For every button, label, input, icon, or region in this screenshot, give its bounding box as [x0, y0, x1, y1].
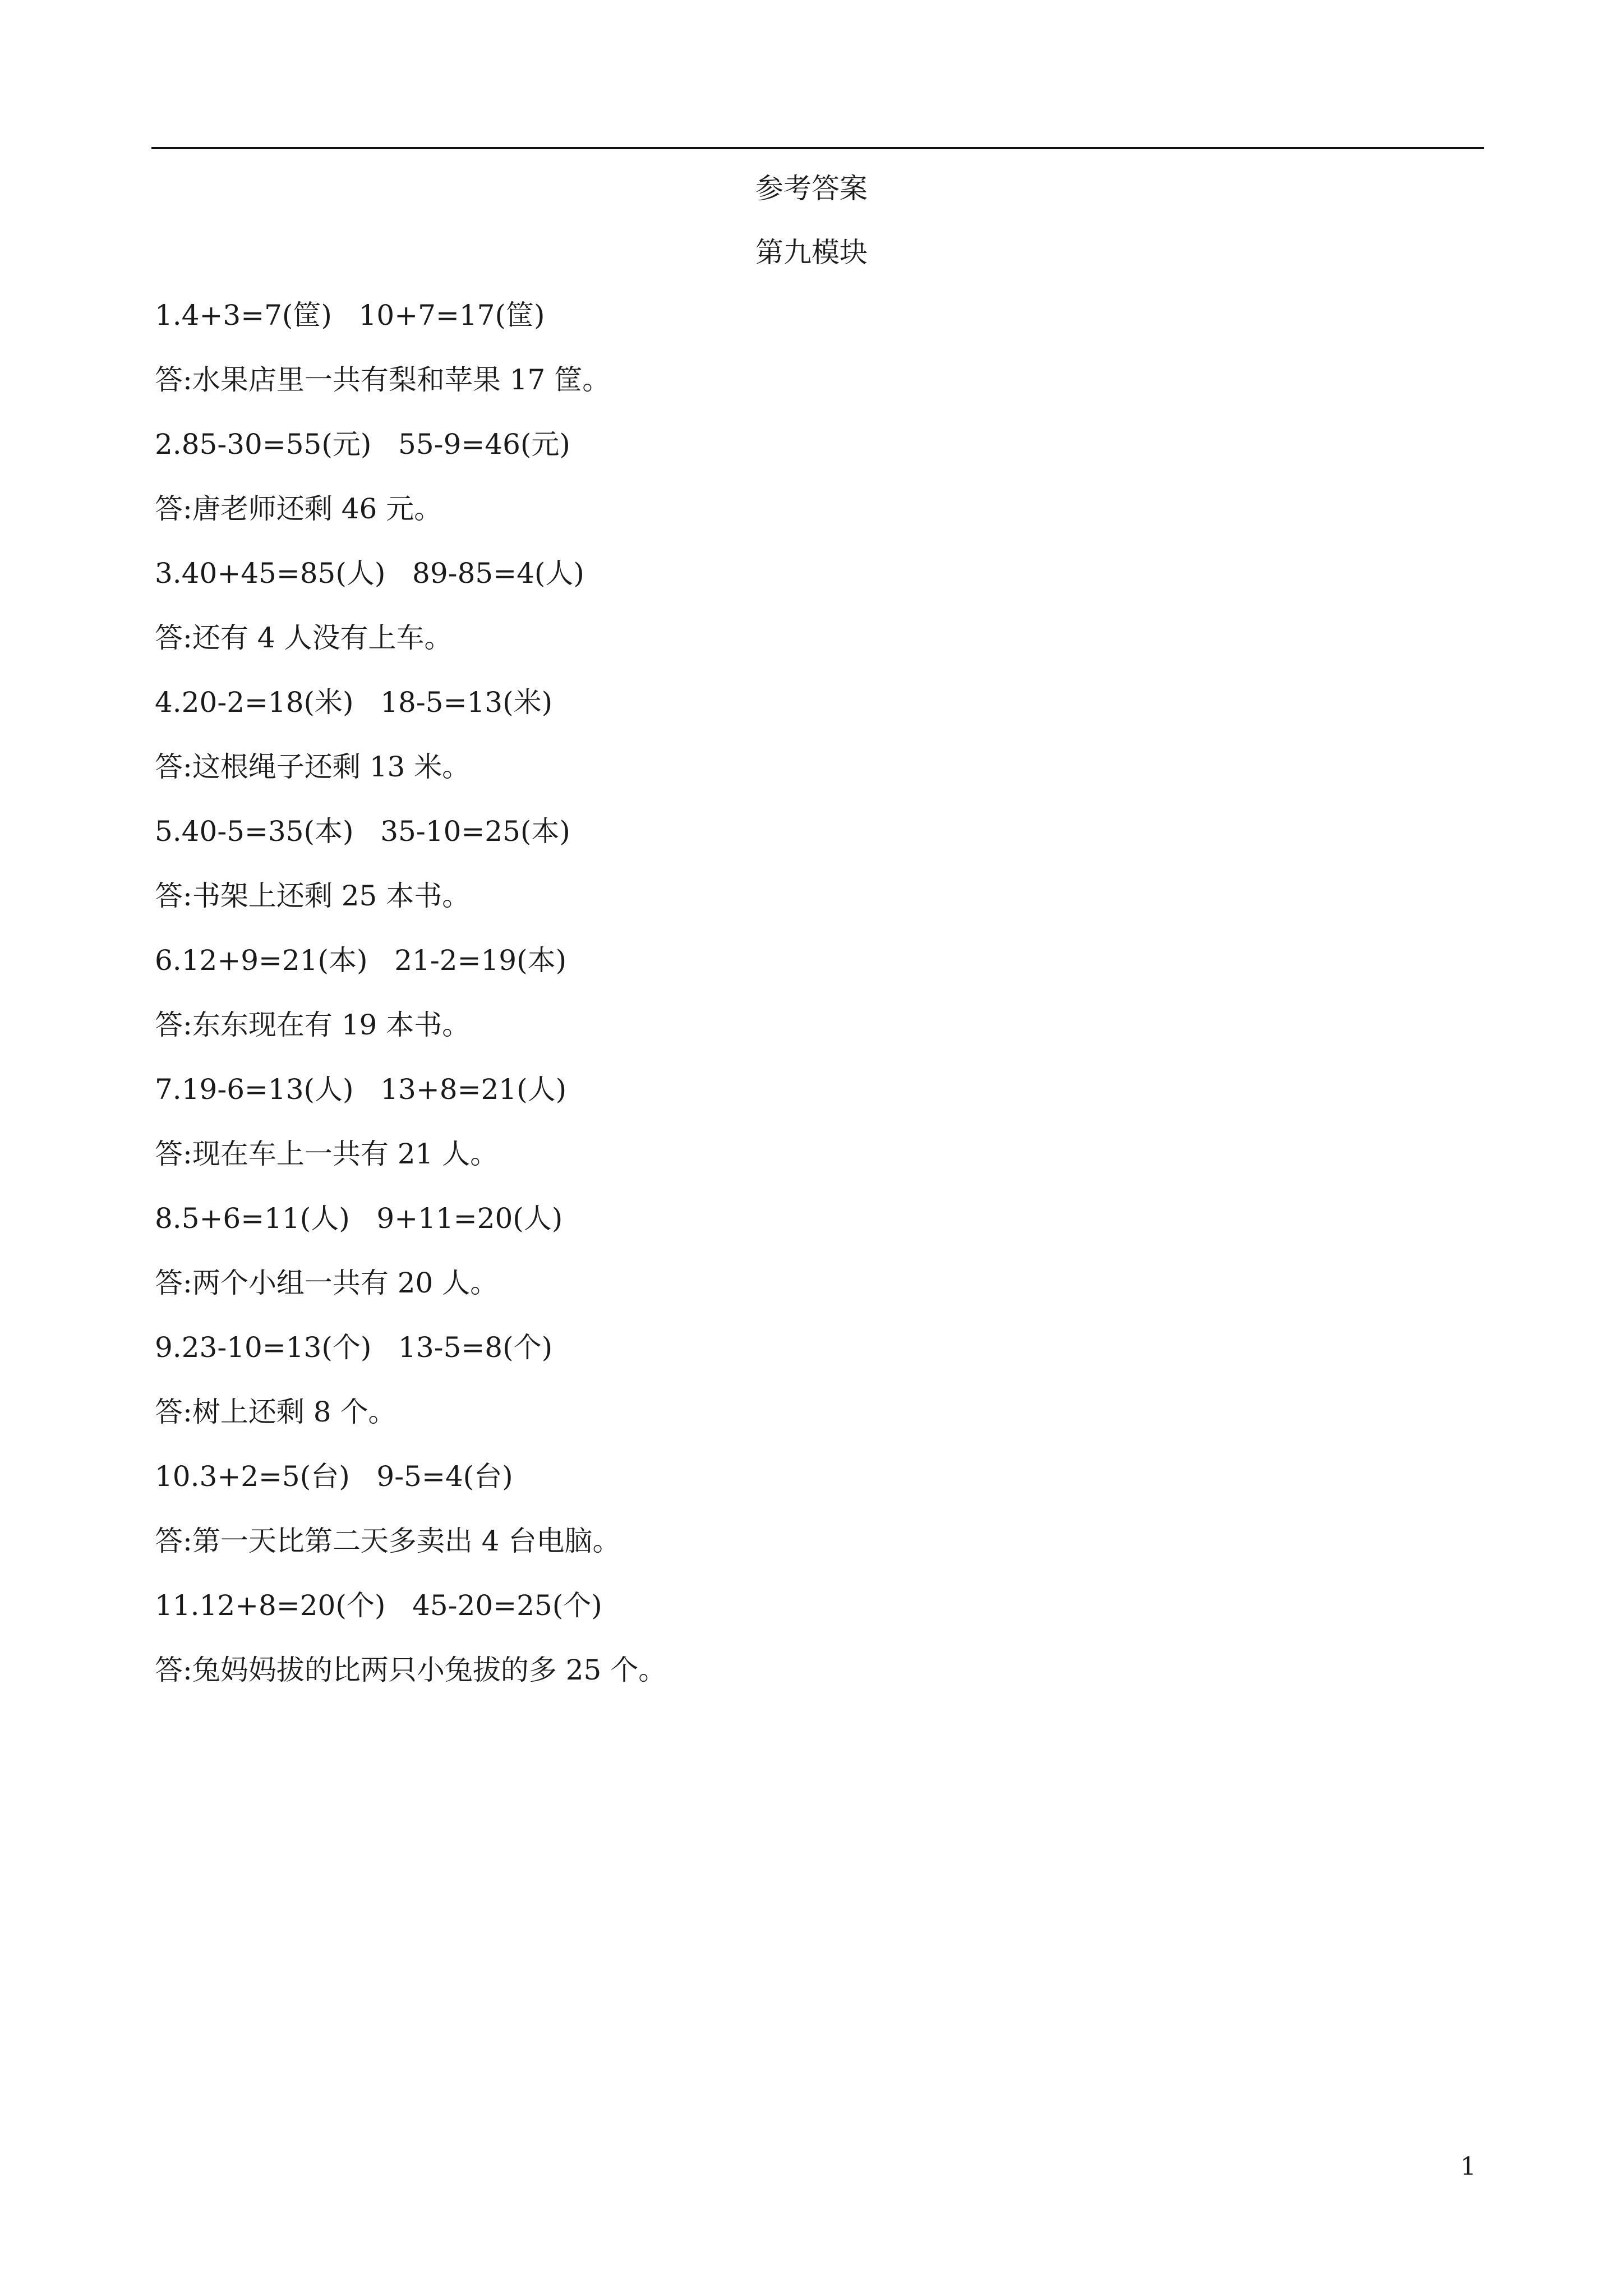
answer-list: [155, 298, 1445, 1718]
answer-line: 答:树上还剩 8 个。: [155, 1396, 396, 1428]
equation-line: 9.23-10=13(个) 13-5=8(个): [155, 1331, 553, 1364]
equation-line: 11.12+8=20(个) 45-20=25(个): [155, 1589, 602, 1622]
equation-line: 8.5+6=11(人) 9+11=20(人): [155, 1202, 563, 1235]
answer-line: 答:这根绳子还剩 13 米。: [155, 751, 471, 783]
answer-line: 答:现在车上一共有 21 人。: [155, 1138, 499, 1170]
equation-line: 5.40-5=35(本) 35-10=25(本): [155, 815, 570, 848]
module-title: 第九模块: [755, 236, 868, 269]
answer-item-4: [155, 685, 1445, 815]
answer-item-6: [155, 944, 1445, 1073]
answer-line: 答:唐老师还剩 46 元。: [155, 493, 442, 525]
answer-item-11: [155, 1589, 1445, 1718]
equation-line: 4.20-2=18(米) 18-5=13(米): [155, 686, 553, 719]
equation-line: 6.12+9=21(本) 21-2=19(本): [155, 944, 567, 977]
answer-item-7: [155, 1073, 1445, 1202]
answer-line: 答:兔妈妈拔的比两只小兔拔的多 25 个。: [155, 1654, 667, 1686]
page-number: 1: [1460, 2152, 1476, 2181]
answer-line: 答:书架上还剩 25 本书。: [155, 880, 471, 912]
answer-item-2: [155, 427, 1445, 556]
answer-line: 答:东东现在有 19 本书。: [155, 1009, 471, 1041]
answer-line: 答:两个小组一共有 20 人。: [155, 1267, 499, 1299]
answer-item-1: [155, 298, 1445, 427]
equation-line: 10.3+2=5(台) 9-5=4(台): [155, 1460, 513, 1493]
header-rule: [151, 147, 1484, 149]
equation-line: 2.85-30=55(元) 55-9=46(元): [155, 428, 570, 461]
equation-line: 3.40+45=85(人) 89-85=4(人): [155, 557, 584, 590]
answer-line: 答:还有 4 人没有上车。: [155, 622, 453, 654]
answer-line: 答:第一天比第二天多卖出 4 台电脑。: [155, 1525, 621, 1557]
page-title: 参考答案: [755, 172, 868, 205]
equation-line: 1.4+3=7(筐) 10+7=17(筐): [155, 299, 545, 332]
answer-item-5: [155, 815, 1445, 944]
equation-line: 7.19-6=13(人) 13+8=21(人): [155, 1073, 567, 1106]
answer-item-9: [155, 1331, 1445, 1460]
answer-item-3: [155, 556, 1445, 685]
answer-item-10: [155, 1460, 1445, 1589]
answer-line: 答:水果店里一共有梨和苹果 17 筐。: [155, 364, 611, 396]
answer-item-8: [155, 1202, 1445, 1331]
